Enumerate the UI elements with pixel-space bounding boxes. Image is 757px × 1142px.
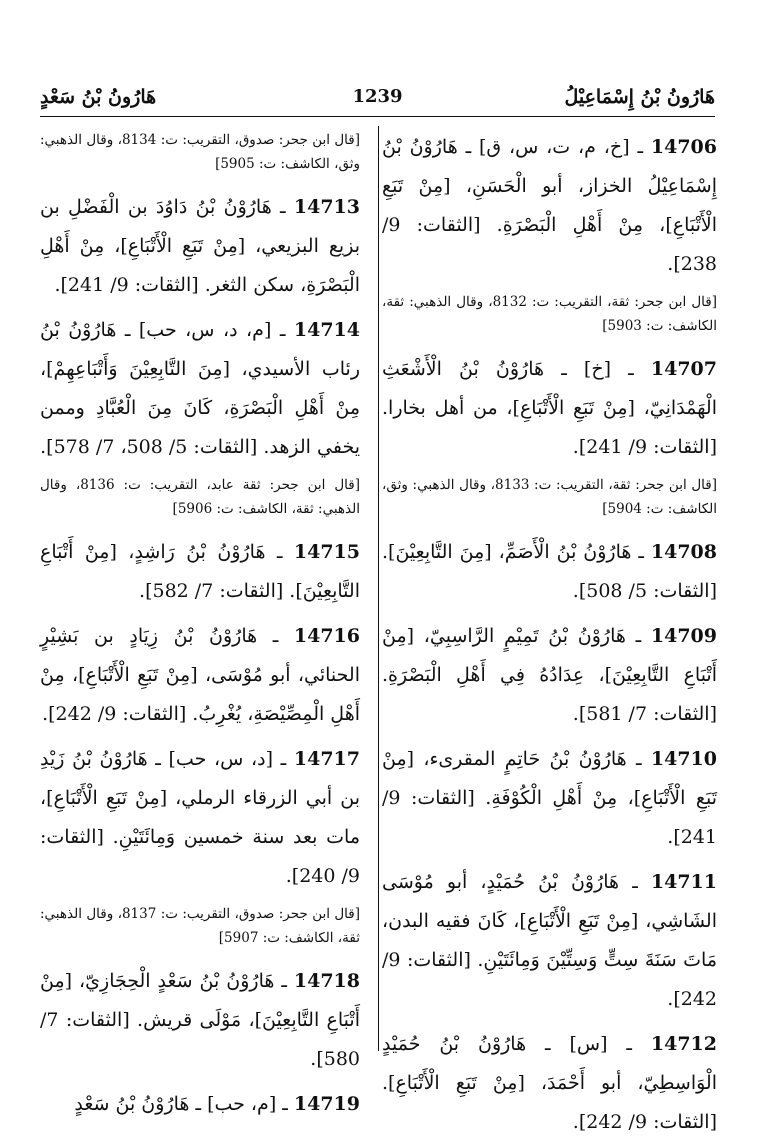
entry-14713 [40, 188, 360, 305]
entry-number: 14709 [650, 625, 717, 647]
entry-14712-continued [40, 128, 360, 176]
running-head-right: هَارُونُ بْنُ إِسْمَاعِيْلُ [564, 86, 715, 108]
entry-number: 14712 [650, 1033, 717, 1055]
entry-body: ـ [خ] ـ هَارُوْنُ بْنُ الْأَشْعَثِ الْهَمْدَانِيّ، [مِنْ تَبَعِ الْأَتْبَاعِ]، من أهل بخارا. [الثقات: 9/ 241]. [382, 358, 717, 458]
entry-number: 14719 [293, 1093, 360, 1115]
entry-number: 14708 [650, 541, 717, 563]
entry-number: 14707 [650, 358, 717, 380]
entry-number: 14715 [293, 541, 360, 563]
entry-body: ـ [خ، م، ت، س، ق] ـ هَارُوْنُ بْنُ إِسْمَاعِيْلُ الخزاز، أبو الْحَسَنِ، [مِنْ تَبَعِ الْأَتْبَاعِ]، مِنْ أَهْلِ الْبَصْرَةِ. [الثقات: 9/ 238]. [382, 136, 717, 275]
entry-number: 14716 [293, 625, 360, 647]
entry-14719 [40, 1085, 360, 1124]
entry-14707 [382, 350, 717, 521]
entry-14718 [40, 962, 360, 1079]
entry-14712 [382, 1025, 717, 1142]
entry-number: 14710 [650, 748, 717, 770]
page-header [40, 84, 715, 117]
entry-body: ـ هَارُوْنُ بْنُ حَاتِمٍ المقرىء، [مِنْ تَبَعِ الْأَتْبَاعِ]، مِنْ أَهْلِ الْكُوْفَةِ. [الثقات: 9/ 241]. [382, 748, 717, 848]
entry-body: ـ هَارُوْنُ بْنُ حُمَيْدٍ، أبو مُوْسَى الشَاشِي، [مِنْ تَبَعِ الْأَتْبَاعِ]، كَانَ فقيه البدن، مَاتَ سَنَةَ سِتٍّ وَسِتِّيْنَ وَمِائَتَيْنِ. [الثقات: 9/ 242]. [382, 871, 717, 1010]
entry-note: [قال ابن جحر: ثقة، التقريب: ت: 8132، وقال الذهبي: ثقة، الكاشف: ت: 5903] [382, 294, 717, 334]
entry-14706 [382, 128, 717, 338]
entry-14710 [382, 740, 717, 857]
entry-number: 14714 [293, 319, 360, 341]
entry-body: ـ هَارُوْنُ بْنُ زِيَادٍ بن بَشِيْرٍ الحنائي، أبو مُوْسَى، [مِنْ تَبَعِ الْأَتْبَاعِ]، مِنْ أَهْلِ الْمِصِّيْصَةِ، يُغْرِبُ. [الثقات: 9/ 242]. [40, 625, 360, 725]
entry-body: ـ [م، د، س، حب] ـ هَارُوْنُ بْنُ رئاب الأسيدي، [مِنَ التَّابِعِيْنَ وَأَتْبَاعِهِمْ]، مِنْ أَهْلِ الْبَصْرَةِ، كَانَ مِنَ الْعُبَّادِ وممن يخفي الزهد. [الثقات: 5/ 508، 7/ 578]. [40, 319, 360, 458]
entry-note: [قال ابن جحر: ثقة، التقريب: ت: 8133، وقال الذهبي: وثق، الكاشف: ت: 5904] [382, 477, 717, 517]
entry-number: 14713 [293, 196, 360, 218]
entry-number: 14718 [293, 970, 360, 992]
entry-14714 [40, 311, 360, 521]
entry-body: ـ هَارُوْنُ بْنُ سَعْدٍ الْحِجَازِيّ، [مِنْ أَتْبَاعِ التَّابِعِيْنَ]، مَوْلَى قريش. [الثقات: 7/ 580]. [40, 970, 360, 1070]
entry-number: 14717 [293, 748, 360, 770]
left-column [40, 128, 360, 1115]
entry-body: ـ هَارُوْنُ بْنُ رَاشِدٍ، [مِنْ أَتْبَاعِ التَّابِعِيْنَ]. [الثقات: 7/ 582]. [40, 541, 360, 602]
entry-body: ـ هَارُوْنُ بْنُ تَمِيْمٍ الرَّاسِبِيّ، [مِنْ أَتْبَاعِ التَّابِعِيْنَ]، عِدَادُهُ فِي أَهْلِ الْبَصْرَةِ. [الثقات: 7/ 581]. [382, 625, 717, 725]
entry-note: [قال ابن جحر: ثقة عابد، التقريب: ت: 8136، وقال الذهبي: ثقة، الكاشف: ت: 5906] [40, 477, 360, 517]
right-column [382, 128, 717, 1133]
entry-body: ـ [د، س، حب] ـ هَارُوْنُ بْنُ زَيْدِ بن أبي الزرقاء الرملي، [مِنْ تَبَعِ الْأَتْبَاعِ]، مات بعد سنة خمسين وَمِائَتَيْنِ. [الثقات: 9/ 240]. [40, 748, 360, 887]
entry-body: ـ هَارُوْنُ بْنُ الْأَصَمِّ، [مِنَ التَّابِعِيْنَ]. [الثقات: 5/ 508]. [382, 541, 717, 602]
running-head-left: هَارُونُ بْنُ سَعْدٍ [40, 86, 157, 108]
column-divider [378, 126, 379, 1051]
entry-number: 14706 [650, 136, 717, 158]
entry-note: [قال ابن جحر: صدوق، التقريب: ت: 8134، وقال الذهبي: وثق، الكاشف: ت: 5905] [40, 132, 360, 172]
entry-body: ـ [س] ـ هَارُوْنُ بْنُ حُمَيْدٍ الْوَاسِطِيّ، أبو أَحْمَدَ، [مِنْ تَبَعِ الْأَتْبَاعِ]. [الثقات: 9/ 242]. [382, 1033, 717, 1133]
entry-note: [قال ابن جحر: صدوق، التقريب: ت: 8137، وقال الذهبي: ثقة، الكاشف: ت: 5907] [40, 906, 360, 946]
entry-14709 [382, 617, 717, 734]
entry-14717 [40, 740, 360, 950]
entry-14715 [40, 533, 360, 611]
entry-14716 [40, 617, 360, 734]
entry-number: 14711 [650, 871, 717, 893]
page-number: 1239 [352, 86, 403, 107]
entry-body: ـ هَارُوْنُ بْنُ دَاوُدَ بن الْفَضْلِ بن بزيع البزيعي، [مِنْ تَبَعِ الْأَتْبَاعِ]، مِنْ أَهْلِ الْبَصْرَةِ، سكن الثغر. [الثقات: 9/ 241]. [40, 196, 360, 296]
entry-14711 [382, 863, 717, 1019]
entry-body: ـ [م، حب] ـ هَارُوْنُ بْنُ سَعْدٍ [74, 1093, 294, 1115]
entry-14708 [382, 533, 717, 611]
